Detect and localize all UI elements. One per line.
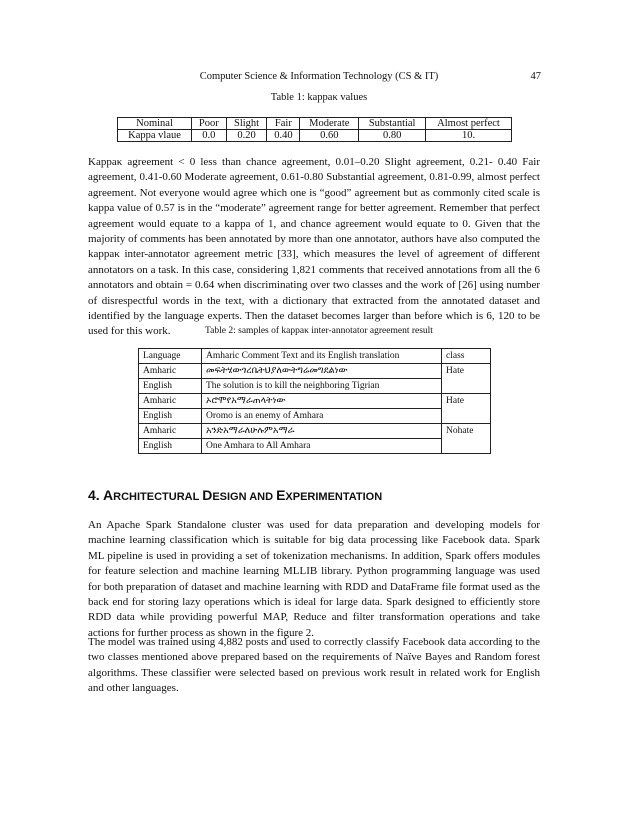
table-cell: Kappa vlaue	[118, 130, 192, 142]
journal-title: Computer Science & Information Technology (CS & IT)	[199, 71, 439, 82]
table-row	[139, 394, 491, 409]
heading-part: D	[202, 487, 213, 503]
kappa-paragraph: Kappaκ agreement < 0 less than chance agreement, 0.01–0.20 Slight agreement, 0.21- 0.40 Fair agreement, 0.41-0.60 Moderate agreement, 0.61-0.80 Substantial agreement, 0.81-0.99, almost perfect agreement. Not everyone would agree which one is “good” agreement but as commonly cited scale is kappa value of 0.57 is in the “moderate” agreement range for better agreement. Remember that perfect agreement would equate to a kappa of 1, and chance agreement would equate to 0. Given that the majority of comments has been annotated by more than one annotator, authors have also computed the kappaκ inter-annotator agreement metric [33], which measures the level of agreement of different annotators on a task. In this case, considering 1,821 comments that received annotations from all the 6 annotators and obtain = 0.64 when discriminating over two classes and the work of [26] using number of disrespectful words in the text, with a dictionary that extracted from the annotated dataset and identified by the language experts. Then the dataset becomes larger than before which is 6, 120 to be used for this work.	[88, 156, 540, 338]
section-number: 4.	[88, 487, 104, 503]
table-cell: አንድአማራለሁሉምአማራ	[202, 424, 442, 439]
table-cell: 0.60	[300, 130, 359, 142]
table-cell: Slight	[226, 118, 267, 130]
table-cell: ኦሮሞየአማራጠላትነው	[202, 394, 442, 409]
table-cell: English	[139, 439, 202, 454]
section-heading	[88, 487, 382, 503]
table-cell: Poor	[192, 118, 227, 130]
table-cell: መፍትሄውጎረቤትህያለውትግሬመግደልነው	[202, 364, 442, 379]
table-row	[139, 439, 491, 454]
table-cell: English	[139, 409, 202, 424]
heading-part: A	[103, 487, 114, 503]
spark-paragraph: An Apache Spark Standalone cluster was used for data preparation and developing models for machine learning classification which is suitable for big data processing like Facebook data. Spark ML pipeline is used in providing a set of tokenization mechanisms. In addition, Spark offers modules for feature selection and machine learning MLLIB library. Python programming language was used for both preparation of dataset and machine learning with RDD and DataFrame file format used as the back end for storing lazy operations which is ideal for large data. Spark designed to efficiently store RDD data while providing powerful MAP, Reduce and filter transformation operations and take actions for further process as shown in the figure 2.	[88, 519, 540, 639]
table-cell: 0.80	[359, 130, 426, 142]
table-cell: Fair	[267, 118, 300, 130]
table-row	[118, 118, 512, 130]
table-row	[139, 349, 491, 364]
table-row	[139, 364, 491, 379]
table-cell: 0.40	[267, 130, 300, 142]
heading-part: ESIGN AND	[212, 491, 277, 503]
table-row	[139, 409, 491, 424]
class-cell: Hate	[442, 364, 491, 394]
class-cell: Nohate	[442, 424, 491, 454]
table-cell: Amharic	[139, 394, 202, 409]
table-cell: Amharic Comment Text and its English translation	[202, 349, 442, 364]
heading-part: XPERIMENTATION	[285, 491, 383, 503]
table-cell: Amharic	[139, 424, 202, 439]
table-cell: Language	[139, 349, 202, 364]
table-cell: 0.20	[226, 130, 267, 142]
table-cell: Substantial	[359, 118, 426, 130]
table-cell: 10.	[426, 130, 512, 142]
table-cell: The solution is to kill the neighboring Tigrian	[202, 379, 442, 394]
table-cell: Amharic	[139, 364, 202, 379]
table-row	[118, 130, 512, 142]
kappa-values-table	[117, 117, 512, 142]
table1-caption: Table 1: kappaκ values	[270, 92, 368, 103]
table-cell: 0.0	[192, 130, 227, 142]
page-number: 47	[530, 71, 541, 82]
table-row	[139, 424, 491, 439]
running-header	[0, 71, 638, 85]
table-row	[139, 379, 491, 394]
heading-part: E	[276, 487, 286, 503]
table-cell: class	[442, 349, 491, 364]
table-cell: One Amhara to All Amhara	[202, 439, 442, 454]
agreement-samples-table	[138, 348, 491, 454]
table2-caption: Table 2: samples of kappaκ inter-annotator agreement result	[205, 326, 433, 336]
table-cell: Moderate	[300, 118, 359, 130]
heading-part: RCHITECTURAL	[113, 491, 203, 503]
table-cell: Almost perfect	[426, 118, 512, 130]
class-cell: Hate	[442, 394, 491, 424]
training-paragraph: The model was trained using 4,882 posts and used to correctly classify Facebook data according to the two classes mentioned above prepared based on the requirements of Naïve Bayes and Random forest algorithms. These classifier were selected based on previous work result in related work for English and other languages.	[88, 636, 540, 695]
table-cell: Oromo is an enemy of Amhara	[202, 409, 442, 424]
table-cell: Nominal	[118, 118, 192, 130]
table-cell: English	[139, 379, 202, 394]
